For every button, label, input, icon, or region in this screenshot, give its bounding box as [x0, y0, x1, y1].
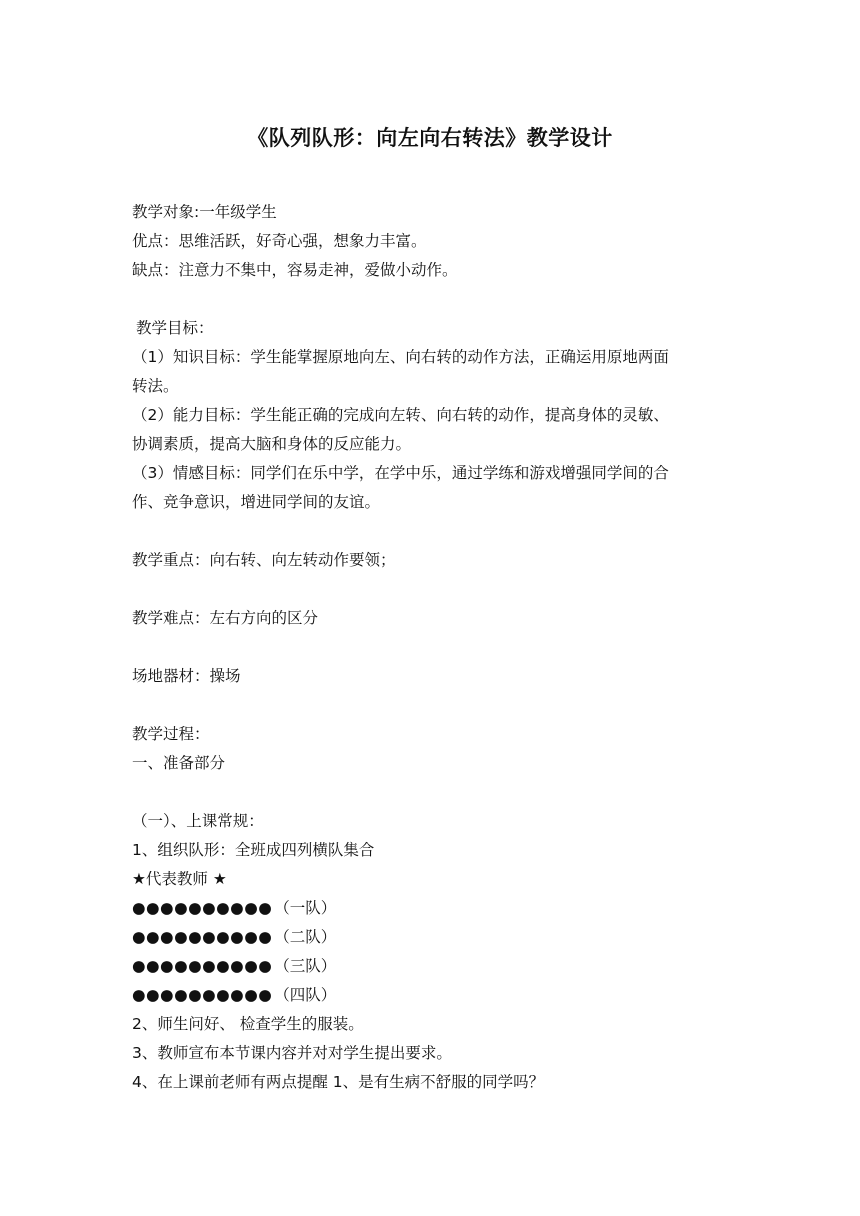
student-strengths: 优点：思维活跃，好奇心强，想象力丰富。 [132, 232, 427, 250]
student-weaknesses: 缺点：注意力不集中，容易走神，爱做小动作。 [132, 261, 458, 279]
routine-heading: （一）、上课常规： [132, 812, 264, 830]
team-label: （一队） [274, 899, 337, 917]
step-1: 1、组织队形：全班成四列横队集合 [132, 841, 375, 859]
teacher-marker: ★代表教师 ★ [132, 870, 227, 888]
formation-row [132, 923, 732, 952]
spacer [132, 691, 732, 720]
spacer [132, 285, 732, 314]
goal-ability-line-1: （2）能力目标：学生能正确的完成向左转、向右转的动作，提高身体的灵敏、 [132, 406, 669, 424]
spacer [132, 778, 732, 807]
formation-row [132, 981, 732, 1010]
step-3: 3、教师宣布本节课内容并对对学生提出要求。 [132, 1044, 452, 1062]
spacer [132, 517, 732, 546]
student-dots: ●●●●●●●●●● [132, 928, 273, 946]
equipment: 场地器材：操场 [132, 667, 241, 685]
spacer [132, 575, 732, 604]
goal-knowledge-line-2: 转法。 [132, 377, 179, 395]
student-dots: ●●●●●●●●●● [132, 986, 273, 1004]
goal-ability-line-2: 协调素质，提高大脑和身体的反应能力。 [132, 435, 412, 453]
goal-emotion-line-1: （3）情感目标：同学们在乐中学，在学中乐，通过学练和游戏增强同学间的合 [132, 464, 669, 482]
process-heading: 教学过程： [132, 725, 210, 743]
teaching-target: 教学对象:一年级学生 [132, 203, 277, 221]
spacer [132, 633, 732, 662]
formation-row [132, 952, 732, 981]
team-label: （二队） [274, 928, 337, 946]
part-one-heading: 一、准备部分 [132, 754, 226, 772]
student-dots: ●●●●●●●●●● [132, 957, 273, 975]
step-4: 4、在上课前老师有两点提醒 1、是有生病不舒服的同学吗？ [132, 1073, 545, 1091]
document-body [132, 198, 732, 1097]
difficulty: 教学难点：左右方向的区分 [132, 609, 319, 627]
goal-knowledge-line-1: （1）知识目标：学生能掌握原地向左、向右转的动作方法，正确运用原地两面 [132, 348, 669, 366]
step-2: 2、师生问好、 检查学生的服装。 [132, 1015, 364, 1033]
formation-row [132, 894, 732, 923]
goals-heading: 教学目标： [136, 319, 214, 337]
student-dots: ●●●●●●●●●● [132, 899, 273, 917]
key-point: 教学重点：向右转、向左转动作要领； [132, 551, 396, 569]
goal-emotion-line-2: 作、竞争意识，增进同学间的友谊。 [132, 493, 381, 511]
team-label: （三队） [274, 957, 337, 975]
document-title: 《队列队形：向左向右转法》教学设计 [247, 126, 613, 150]
team-label: （四队） [274, 986, 337, 1004]
